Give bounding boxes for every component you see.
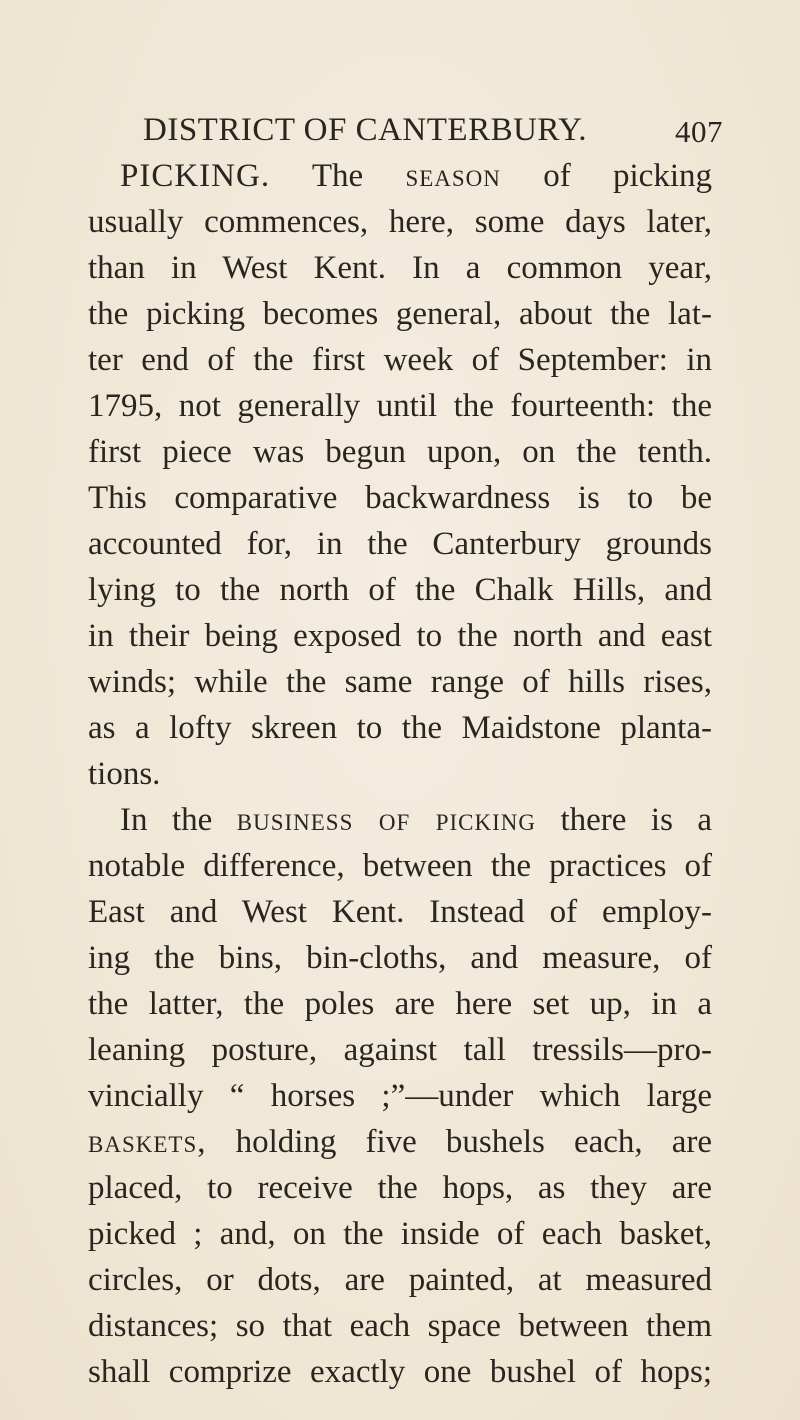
text-line: as a lofty skreen to the Maidstone planta- <box>88 710 712 746</box>
text-line: This comparative backwardness is to be <box>88 480 712 516</box>
section-lead: PICKING. <box>120 158 271 194</box>
text-line <box>120 797 712 843</box>
page-number: 407 <box>675 114 723 149</box>
text-line: the picking becomes general, about the lat- <box>88 296 712 332</box>
text-line: lying to the north of the Chalk Hills, and <box>88 572 712 608</box>
text-line: circles, or dots, are painted, at measured <box>88 1262 712 1298</box>
text-fragment: holding five bushels each, are <box>235 1124 712 1160</box>
text-line: tions. <box>88 756 161 792</box>
text-line: ter end of the first week of September: in <box>88 342 712 378</box>
text-line: winds; while the same range of hills rises, <box>88 664 712 700</box>
text-fragment: The <box>311 158 364 194</box>
text-line: first piece was begun upon, on the tenth. <box>88 434 712 470</box>
text-line: leaning posture, against tall tressils—pro- <box>88 1032 712 1068</box>
text-line: picked ; and, on the inside of each basket, <box>88 1216 712 1252</box>
text-line: East and West Kent. Instead of employ- <box>88 894 712 930</box>
text-line: ing the bins, bin-cloths, and measure, of <box>88 940 712 976</box>
page-header <box>143 112 723 156</box>
text-line: shall comprize exactly one bushel of hops; <box>88 1354 712 1390</box>
running-head: DISTRICT OF CANTERBURY. <box>143 112 587 148</box>
text-line: vincially “ horses ;”—under which large <box>88 1078 712 1114</box>
text-line: usually commences, here, some days later, <box>88 204 712 240</box>
text-line: distances; so that each space between them <box>88 1308 712 1344</box>
text-line <box>88 1119 712 1165</box>
text-line: in their being exposed to the north and east <box>88 618 712 654</box>
text-line <box>120 153 712 199</box>
text-fragment: In the <box>120 802 213 838</box>
text-fragment: there is a <box>560 802 713 838</box>
small-caps-term: baskets, <box>88 1124 207 1160</box>
text-fragment: of picking <box>543 158 713 194</box>
text-line: than in West Kent. In a common year, <box>88 250 712 286</box>
text-line: accounted for, in the Canterbury grounds <box>88 526 712 562</box>
text-line: 1795, not generally until the fourteenth: the <box>88 388 712 424</box>
small-caps-term: season <box>405 158 501 194</box>
text-line: the latter, the poles are here set up, in a <box>88 986 712 1022</box>
small-caps-term: business of picking <box>236 802 537 838</box>
text-line: placed, to receive the hops, as they are <box>88 1170 712 1206</box>
text-line: notable difference, between the practices of <box>88 848 712 884</box>
